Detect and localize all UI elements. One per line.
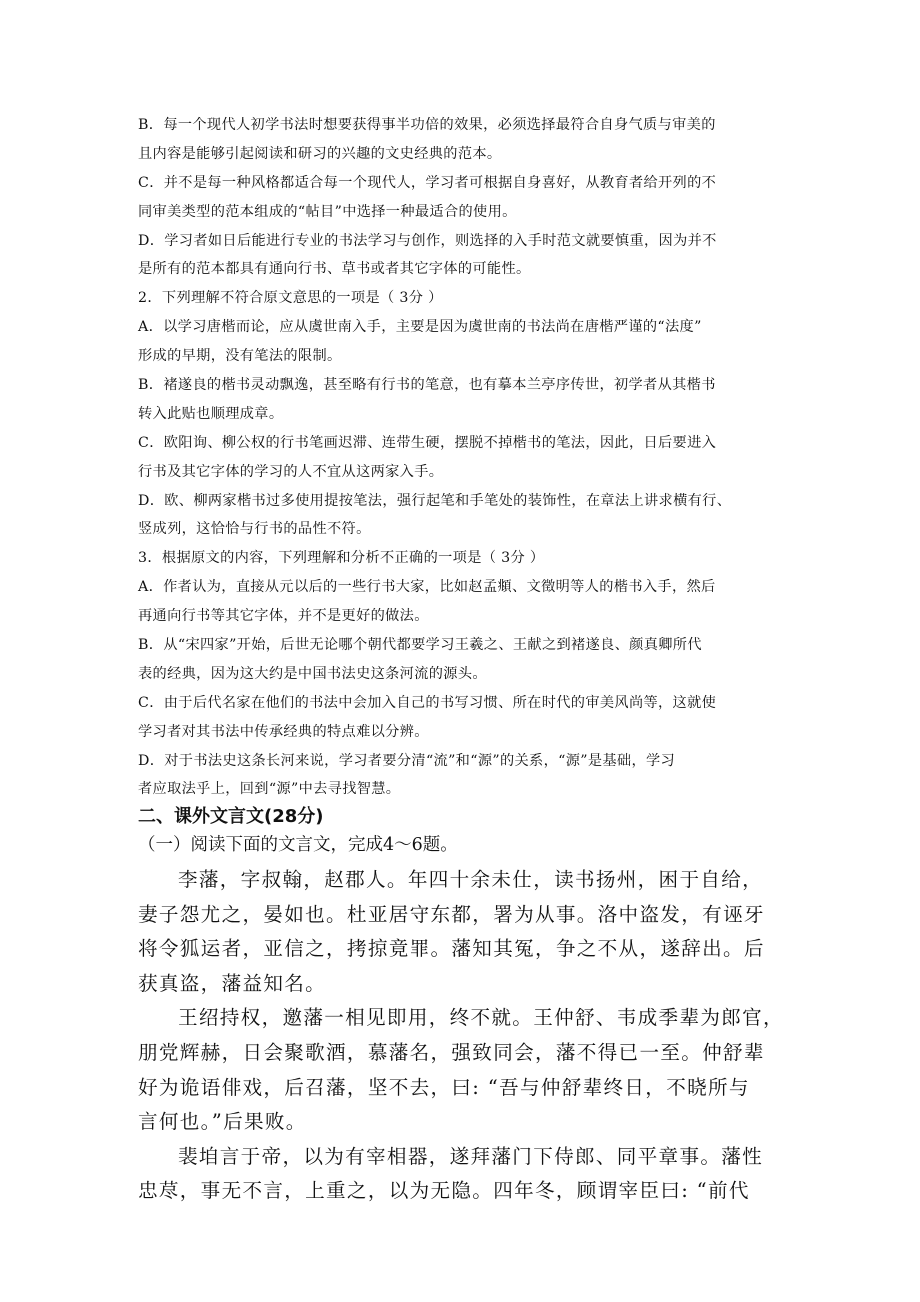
passage-line: 王绍持权，邀藩一相见即用，终不就。王仲舒、韦成季辈为郎官， (178, 1006, 784, 1030)
question-line: D．对于书法史这条长河来说，学习者要分清“流”和“源”的关系，“源”是基础，学习 (138, 752, 676, 769)
passage-line: 将令狐运者，亚信之，拷掠竟罪。藩知其冤，争之不从，遂辞出。后 (138, 937, 765, 961)
question-line: A．作者认为，直接从元以后的一些行书大家，比如赵孟頫、文徵明等人的楷书入手，然后 (138, 579, 716, 596)
passage-line: 李藩，字叔翰，赵郡人。年四十余未仕，读书扬州，困于自给， (178, 868, 764, 891)
question-line: B．从“宋四家”开始，后世无论哪个朝代都要学习王羲之、王献之到褚遂良、颜真卿所代 (138, 637, 702, 654)
question-line: D．学习者如日后能进行专业的书法学习与创作，则选择的入手时范文就要慎重，因为并不 (138, 232, 717, 249)
question-line: 且内容是能够引起阅读和研习的兴趣的文史经典的范本。 (138, 145, 502, 162)
question-line: 形成的早期，没有笔法的限制。 (138, 348, 342, 365)
question-line: 再通向行书等其它字体，并不是更好的做法。 (138, 608, 429, 625)
question-line: 是所有的范本都具有通向行书、草书或者其它字体的可能性。 (138, 261, 531, 278)
passage-line: 获真盗，藩益知名。 (138, 971, 327, 995)
question-line: C．欧阳询、柳公权的行书笔画迟滞、连带生硬，摆脱不掉楷书的笔法，因此，日后要进入 (138, 434, 717, 451)
question-line: C．由于后代名家在他们的书法中会加入自己的书写习惯、所在时代的审美风尚等，这就使 (138, 694, 717, 711)
question-line: 表的经典，因为这大约是中国书法史这条河流的源头。 (138, 665, 487, 682)
passage-line: 裴垍言于帝，以为有宰相器，遂拜藩门下侍郎、同平章事。藩性 (178, 1144, 764, 1168)
question-line: 者应取法乎上，回到“源”中去寻找智慧。 (138, 781, 401, 798)
passage-line: 妻子怨尤之，晏如也。杜亚居守东都，署为从事。洛中盗发，有诬牙 (138, 902, 765, 926)
question-line: 转入此贴也顺理成章。 (138, 405, 284, 422)
section-title: 二、课外文言文(28分) (138, 806, 324, 827)
classical-passage (138, 863, 786, 1209)
passage-line: 好为诡语俳戏，后召藩，坚不去，曰: “吾与仲舒辈终日，不晓所与 (138, 1075, 750, 1099)
question-line: 2．下列理解不符合原文意思的一项是（ 3分 ） (138, 290, 443, 307)
question-line: 同审美类型的范本组成的“帖目”中选择一种最适合的使用。 (138, 203, 517, 220)
question-line: B．每一个现代人初学书法时想要获得事半功倍的效果，必须选择最符合自身气质与审美的 (138, 117, 716, 133)
question-line: A．以学习唐楷而论，应从虞世南入手，主要是因为虞世南的书法尚在唐楷严谨的“法度” (138, 319, 702, 336)
question-line: 3．根据原文的内容，下列理解和分析不正确的一项是（ 3分 ） (138, 550, 545, 567)
questions-block (138, 111, 786, 804)
question-line: 竖成列，这恰恰与行书的品性不符。 (138, 521, 371, 538)
question-line: C．并不是每一种风格都适合每一个现代人，学习者可根据自身喜好，从教育者给开列的不 (138, 174, 717, 191)
passage-line: 朋党辉赫，日会聚歌酒，慕藩名，强致同会，藩不得已一至。仲舒辈 (138, 1040, 765, 1064)
passage-line: 忠荩，事无不言，上重之，以为无隐。四年冬，顾谓宰臣曰: “前代 (138, 1179, 750, 1203)
question-line: D．欧、柳两家楷书过多使用提按笔法，强行起笔和手笔处的装饰性，在章法上讲求横有行、 (138, 492, 732, 509)
passage-line: 言何也。”后果败。 (138, 1110, 307, 1134)
question-line: 行书及其它字体的学习的人不宜从这两家入手。 (138, 463, 444, 480)
question-line: 学习者对其书法中传承经典的特点难以分辨。 (138, 723, 429, 740)
question-line: B．褚遂良的楷书灵动飘逸，甚至略有行书的笔意，也有摹本兰亭序传世，初学者从其楷书 (138, 377, 716, 394)
section-subtitle: （一）阅读下面的文言文，完成4～6题。 (138, 835, 458, 855)
